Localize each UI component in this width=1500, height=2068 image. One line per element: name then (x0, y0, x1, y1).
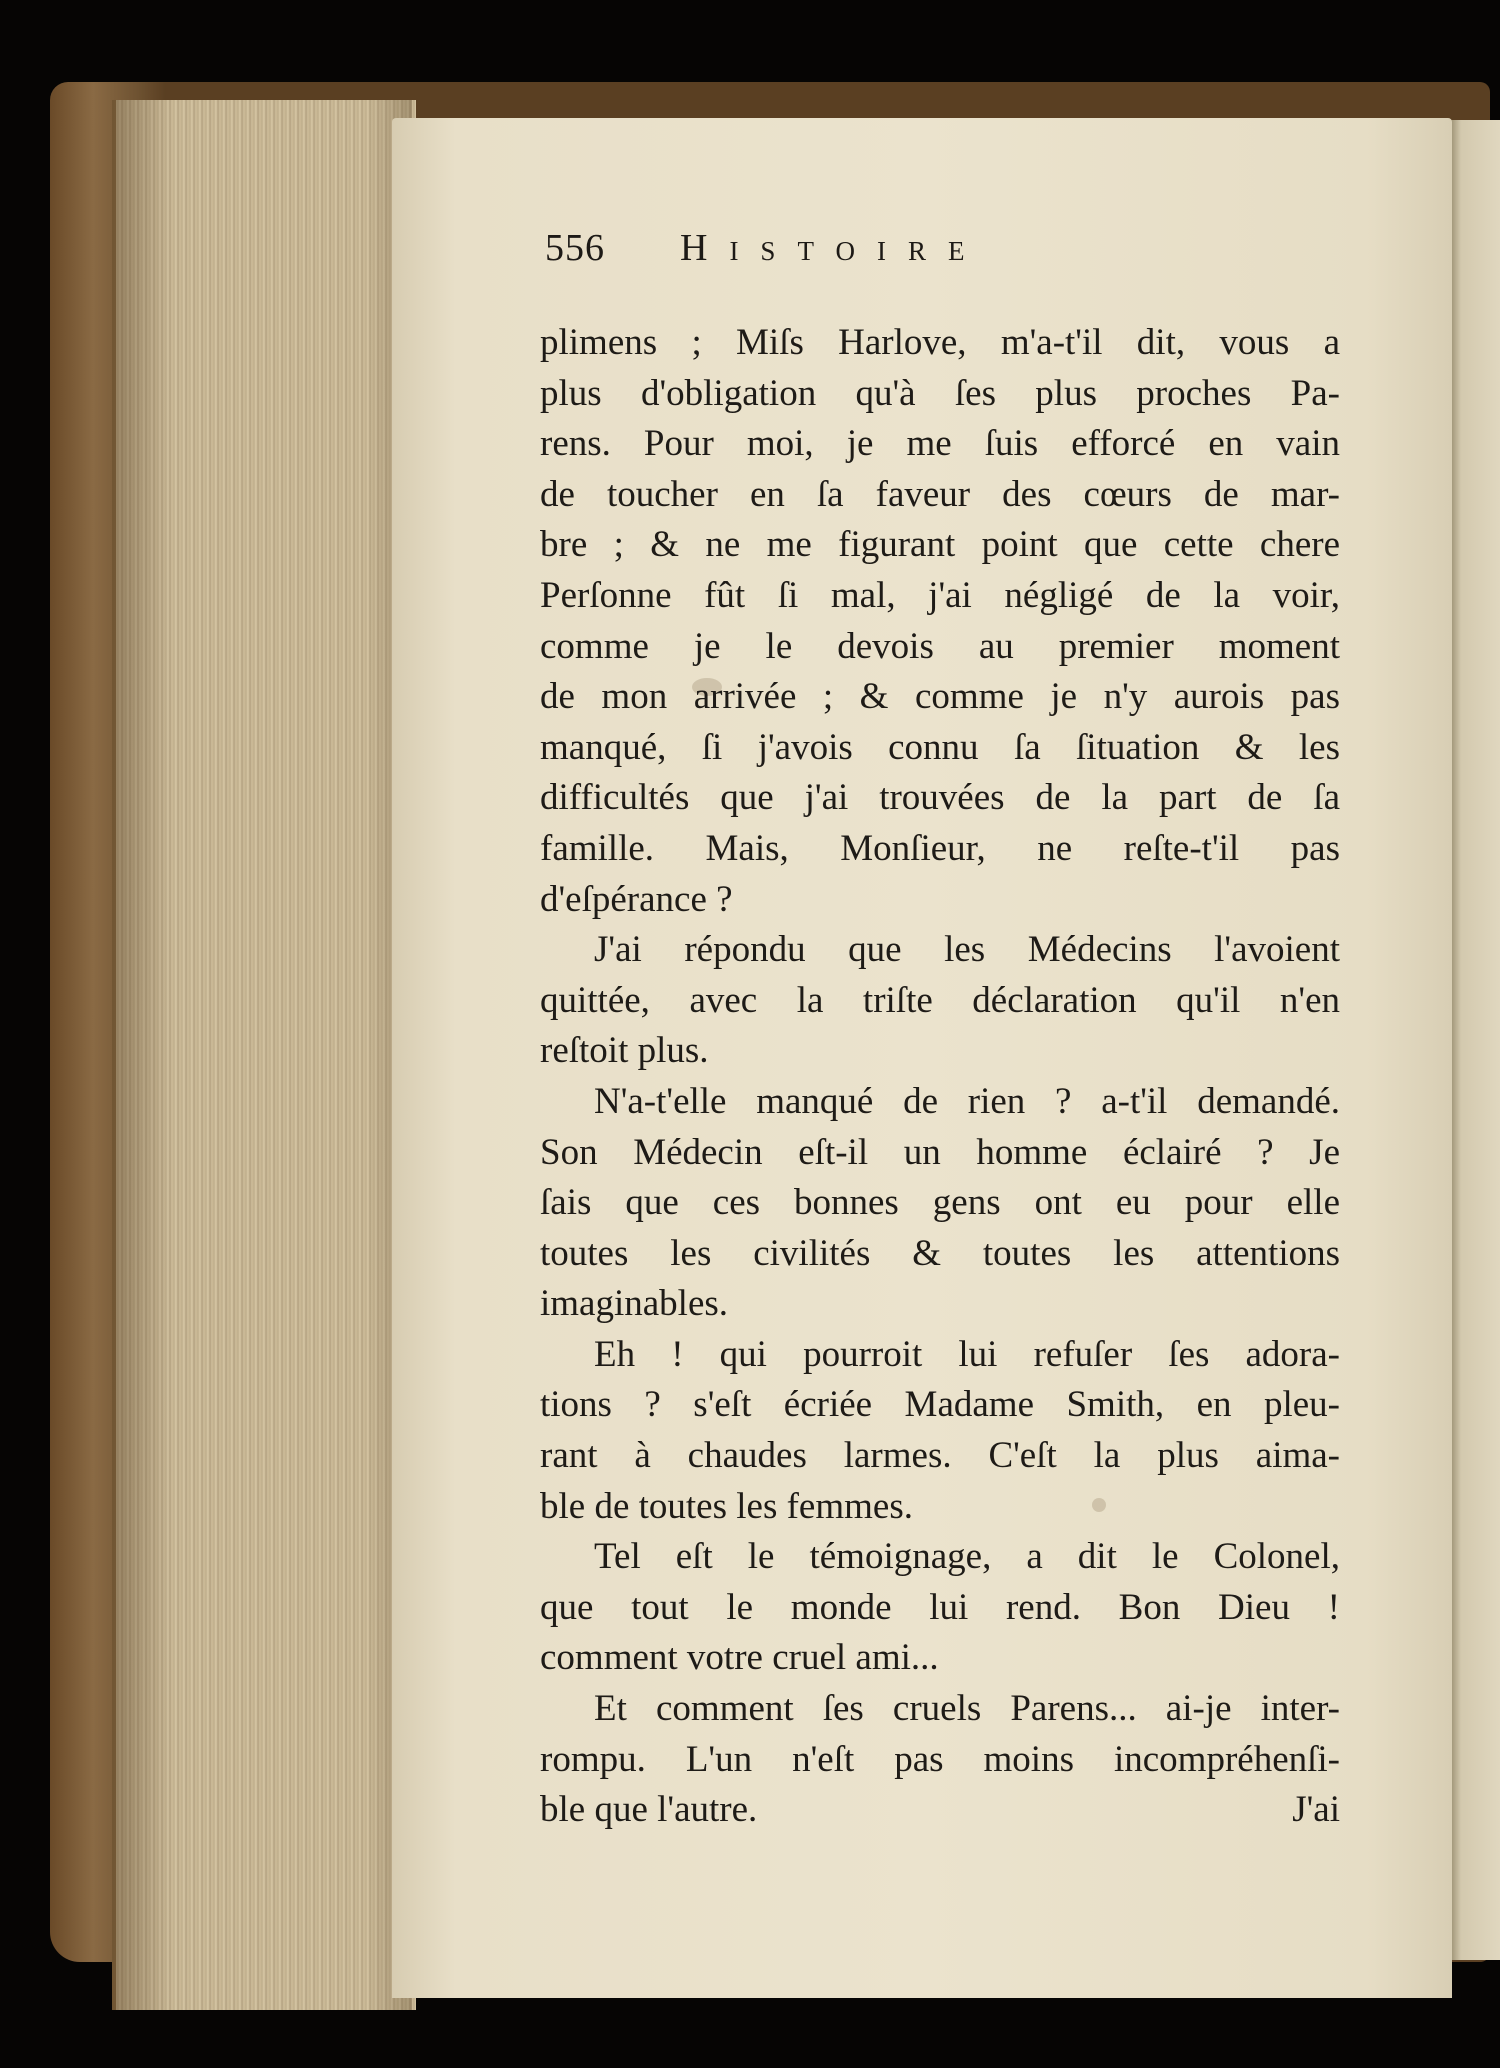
text-line: famille. Mais, Monſieur, ne reſte-t'il pas (540, 827, 1340, 869)
text-line: N'a-t'elle manqué de rien ? a-t'il demandé. (594, 1080, 1340, 1122)
text-line: ſais que ces bonnes gens ont eu pour elle (540, 1182, 1340, 1224)
page-number: 556 (545, 227, 605, 269)
page-edges-shading (112, 100, 412, 2010)
facing-page-edge (1448, 120, 1500, 1960)
running-title: Histoire (680, 227, 987, 269)
text-line: Perſonne fût ſi mal, j'ai négligé de la voir, (540, 574, 1340, 616)
text-line: ble que l'autre. J'ai (540, 1785, 1340, 1836)
text-line: de mon arrivée ; & comme je n'y aurois pas (540, 676, 1340, 718)
running-head (545, 226, 1165, 276)
text-line: reſtoit plus. (540, 1030, 709, 1072)
text-line: Eh ! qui pourroit lui refuſer ſes adora- (594, 1333, 1340, 1375)
text-line: rompu. L'un n'eſt pas moins incompréhenſi- (540, 1738, 1340, 1780)
body-text (540, 318, 1340, 1836)
text-line: rens. Pour moi, je me ſuis efforcé en vain (540, 423, 1340, 465)
text-line: comme je le devois au premier moment (540, 625, 1340, 667)
text-line: Tel eſt le témoignage, a dit le Colonel, (594, 1536, 1340, 1578)
text-line: Son Médecin eſt-il un homme éclairé ? Je (540, 1131, 1340, 1173)
text-line: J'ai répondu que les Médecins l'avoient (594, 929, 1340, 971)
text-line: quittée, avec la triſte déclaration qu'il n'en (540, 979, 1340, 1021)
text-line: plus d'obligation qu'à ſes plus proches Pa- (540, 372, 1340, 414)
text-line: ble de toutes les femmes. (540, 1485, 913, 1527)
text-line: rant à chaudes larmes. C'eſt la plus aima- (540, 1435, 1340, 1477)
text-line: tions ? s'eſt écriée Madame Smith, en pleu- (540, 1384, 1340, 1426)
text-line: toutes les civilités & toutes les attentions (540, 1232, 1340, 1274)
text-line: difficultés que j'ai trouvées de la part de ſa (540, 777, 1340, 819)
text-line: plimens ; Miſs Harlove, m'a-t'il dit, vous a (540, 322, 1340, 363)
text-line: manqué, ſi j'avois connu ſa ſituation & les (540, 726, 1340, 768)
text-line: de toucher en ſa faveur des cœurs de mar- (540, 473, 1340, 515)
text-line: bre ; & ne me figurant point que cette chere (540, 524, 1340, 566)
text-line: que tout le monde lui rend. Bon Dieu ! (540, 1586, 1340, 1628)
text-line: d'eſpérance ? (540, 878, 733, 920)
text-line: imaginables. (540, 1283, 729, 1325)
text-line: Et comment ſes cruels Parens... ai-je inter- (594, 1688, 1340, 1730)
text-line: comment votre cruel ami... (540, 1637, 939, 1679)
catchword: J'ai (1292, 1789, 1340, 1831)
